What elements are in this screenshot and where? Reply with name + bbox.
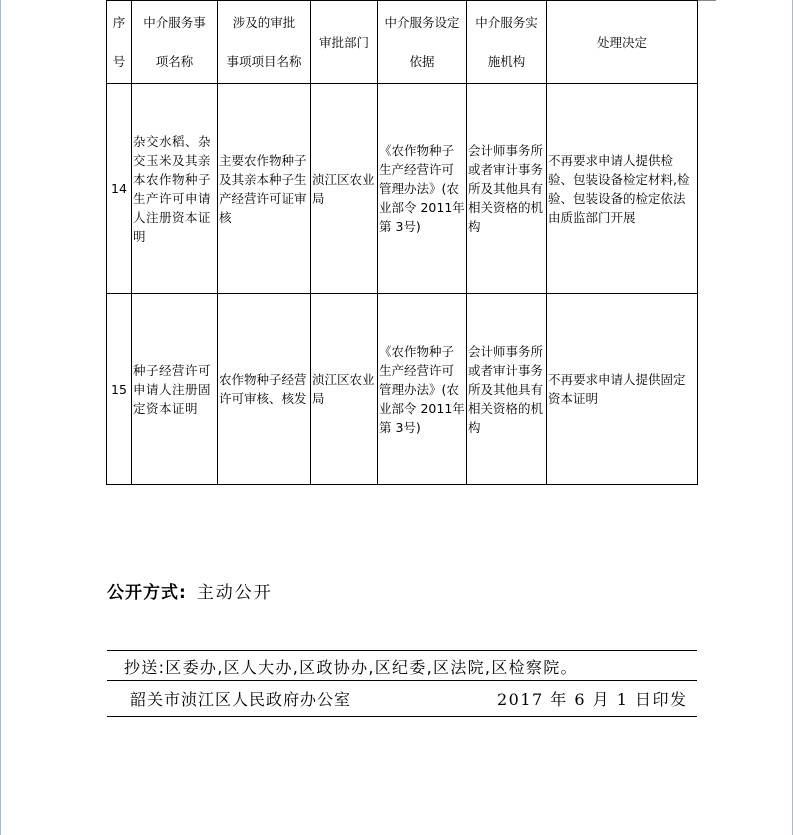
header-approval-line1: 涉及的审批	[232, 15, 296, 30]
row-seq: 14	[107, 84, 132, 294]
page-edge-left	[0, 0, 1, 835]
header-agency-line2: 施机构	[487, 54, 526, 69]
intermediary-services-table	[106, 0, 698, 485]
header-department-label: 审批部门	[318, 34, 369, 50]
table-row	[107, 294, 698, 485]
header-seq-line1: 序	[112, 15, 126, 30]
header-decision-label: 处理决定	[596, 34, 647, 50]
header-agency	[467, 1, 547, 84]
row-agency: 会计师事务所或者审计事务所及其他具有相关资格的机构	[467, 84, 547, 294]
header-basis-line1: 中介服务设定	[384, 15, 460, 30]
row-approval-item: 主要农作物种子及其亲本种子生产经营许可证审核	[218, 84, 311, 294]
row-basis: 《农作物种子生产经营许可管理办法》(农业部令 2011年第 3号)	[378, 84, 467, 294]
disclosure-label: 公开方式:	[107, 583, 187, 603]
cc-bottom-rule	[107, 680, 697, 681]
header-service-name	[132, 1, 218, 84]
disclosure-value: 主动公开	[196, 583, 273, 603]
disclosure-line	[107, 578, 273, 603]
row-service-name: 种子经营许可申请人注册固定资本证明	[132, 294, 218, 485]
top-rule	[696, 0, 716, 1]
header-service-line1: 中介服务事	[143, 15, 206, 30]
header-approval-line2: 事项项目名称	[226, 54, 302, 69]
header-agency-line1: 中介服务实	[475, 15, 538, 30]
header-basis	[378, 1, 467, 84]
table-row	[107, 84, 698, 294]
row-department: 浈江区农业局	[311, 84, 378, 294]
row-decision: 不再要求申请人提供固定资本证明	[547, 294, 698, 485]
row-approval-item: 农作物种子经营许可审核、核发	[218, 294, 311, 485]
table-header-row	[107, 1, 698, 84]
issue-date: 2017 年 6 月 1 日印发	[497, 690, 688, 709]
header-basis-line2: 依据	[409, 54, 435, 69]
header-department	[311, 1, 378, 84]
footer-bottom-rule	[107, 716, 697, 717]
issuer-office: 韶关市浈江区人民政府办公室	[130, 690, 352, 709]
cc-line: 抄送:区委办,区人大办,区政协办,区纪委,区法院,区检察院。	[124, 658, 578, 677]
row-service-name: 杂交水稻、杂交玉米及其亲本农作物种子生产许可申请人注册资本证明	[132, 84, 218, 294]
header-seq	[107, 1, 132, 84]
header-decision	[547, 1, 698, 84]
row-seq: 15	[107, 294, 132, 485]
row-department: 浈江区农业局	[311, 294, 378, 485]
cc-top-rule	[107, 650, 697, 651]
row-decision: 不再要求申请人提供检验、包装设备检定材料,检验、包装设备的检定依法由质监部门开展	[547, 84, 698, 294]
header-service-line2: 项名称	[155, 54, 194, 69]
header-seq-line2: 号	[112, 54, 126, 69]
header-approval-item	[218, 1, 311, 84]
row-basis: 《农作物种子生产经营许可管理办法》(农业部令 2011年第 3号)	[378, 294, 467, 485]
row-agency: 会计师事务所或者审计事务所及其他具有相关资格的机构	[467, 294, 547, 485]
